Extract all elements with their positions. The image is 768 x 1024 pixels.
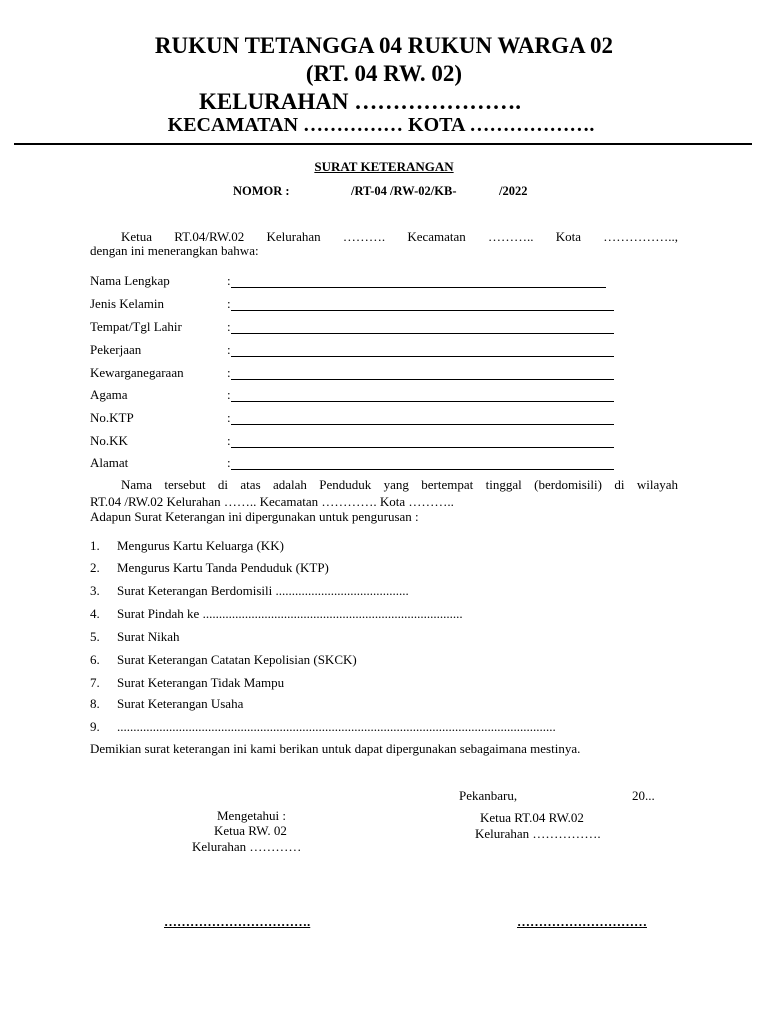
signature-year: 20... (632, 788, 655, 803)
field-colon: : (227, 433, 231, 448)
list-item-number: 6. (90, 652, 100, 667)
field-label: Agama (90, 387, 128, 402)
right-signer-title: Ketua RT.04 RW.02 (480, 810, 584, 825)
statement-line-1: Nama tersebut di atas adalah Penduduk yang bertempat tinggal (berdomisili) di wilayah (121, 477, 678, 492)
field-label: Tempat/Tgl Lahir (90, 319, 182, 334)
list-item-number: 8. (90, 696, 100, 711)
list-item: Surat Keterangan Catatan Kepolisian (SKCK) (117, 652, 357, 667)
field-label: Kewarganegaraan (90, 365, 184, 380)
list-item-number: 4. (90, 606, 100, 621)
header-line-3: KELURAHAN …………………. (198, 89, 521, 114)
field-name-line[interactable] (231, 287, 606, 288)
header-line-1: RUKUN TETANGGA 04 RUKUN WARGA 02 (154, 33, 614, 58)
field-citizenship-line[interactable] (231, 379, 614, 380)
nomor-value: /RT-04 /RW-02/KB- (351, 184, 457, 198)
field-colon: : (227, 342, 231, 357)
signature-place: Pekanbaru, (459, 788, 518, 803)
left-signer-title: Ketua RW. 02 (214, 823, 287, 838)
list-item: Surat Pindah ke ................................................................................ (117, 606, 463, 621)
field-colon: : (227, 455, 231, 470)
field-label: No.KK (90, 433, 128, 448)
list-item-number: 1. (90, 538, 100, 553)
header-divider (14, 143, 752, 145)
field-kk-line[interactable] (231, 447, 614, 448)
nomor-label: NOMOR : (233, 184, 290, 198)
statement-line-2: RT.04 /RW.02 Kelurahan …….. Kecamatan …………. Kota ……….. (90, 494, 454, 509)
field-colon: : (227, 387, 231, 402)
field-colon: : (227, 319, 231, 334)
list-item-number: 9. (90, 719, 100, 734)
field-gender-line[interactable] (231, 310, 614, 311)
field-label: Pekerjaan (90, 342, 142, 357)
left-signature-line[interactable]: ……………………………. (164, 914, 311, 929)
statement-line-3: Adapun Surat Keterangan ini dipergunakan untuk pengurusan : (90, 509, 419, 524)
list-item: Surat Keterangan Berdomisili ......................................... (117, 583, 409, 598)
list-item: Surat Keterangan Usaha (117, 696, 244, 711)
header-line-4: KECAMATAN …………… KOTA ………………. (167, 114, 595, 136)
list-item-number: 5. (90, 629, 100, 644)
list-item-number: 7. (90, 675, 100, 690)
field-colon: : (227, 410, 231, 425)
list-item: Mengurus Kartu Tanda Penduduk (KTP) (117, 560, 329, 575)
list-item-number: 2. (90, 560, 100, 575)
field-label: Alamat (90, 455, 129, 470)
field-colon: : (227, 273, 231, 288)
intro-line-1: Ketua RT.04/RW.02 Kelurahan ………. Kecamatan ……….. Kota …………….., (121, 229, 678, 244)
list-item: Surat Nikah (117, 629, 180, 644)
list-item-number: 3. (90, 583, 100, 598)
right-signer-kelurahan: Kelurahan ……………. (475, 826, 601, 841)
field-colon: : (227, 296, 231, 311)
field-religion-line[interactable] (231, 401, 614, 402)
header-line-2: (RT. 04 RW. 02) (305, 61, 463, 86)
field-ktp-line[interactable] (231, 424, 614, 425)
closing-statement: Demikian surat keterangan ini kami berikan untuk dapat dipergunakan sebagaimana mestinya. (90, 741, 581, 756)
field-address-line[interactable] (231, 469, 614, 470)
intro-line-2: dengan ini menerangkan bahwa: (90, 243, 259, 258)
list-item: Mengurus Kartu Keluarga (KK) (117, 538, 284, 553)
left-signer-line-1: Mengetahui : (217, 808, 286, 823)
list-item: ....................................................................................................................................... (117, 719, 556, 734)
field-colon: : (227, 365, 231, 380)
field-label: Nama Lengkap (90, 273, 170, 288)
field-label: Jenis Kelamin (90, 296, 165, 311)
field-birth-line[interactable] (231, 333, 614, 334)
letter-title: SURAT KETERANGAN (314, 159, 454, 174)
list-item: Surat Keterangan Tidak Mampu (117, 675, 285, 690)
nomor-year: /2022 (499, 184, 528, 198)
field-job-line[interactable] (231, 356, 614, 357)
right-signature-line[interactable]: ………………………… (517, 914, 647, 929)
field-label: No.KTP (90, 410, 134, 425)
left-signer-kelurahan: Kelurahan ………… (192, 839, 302, 854)
